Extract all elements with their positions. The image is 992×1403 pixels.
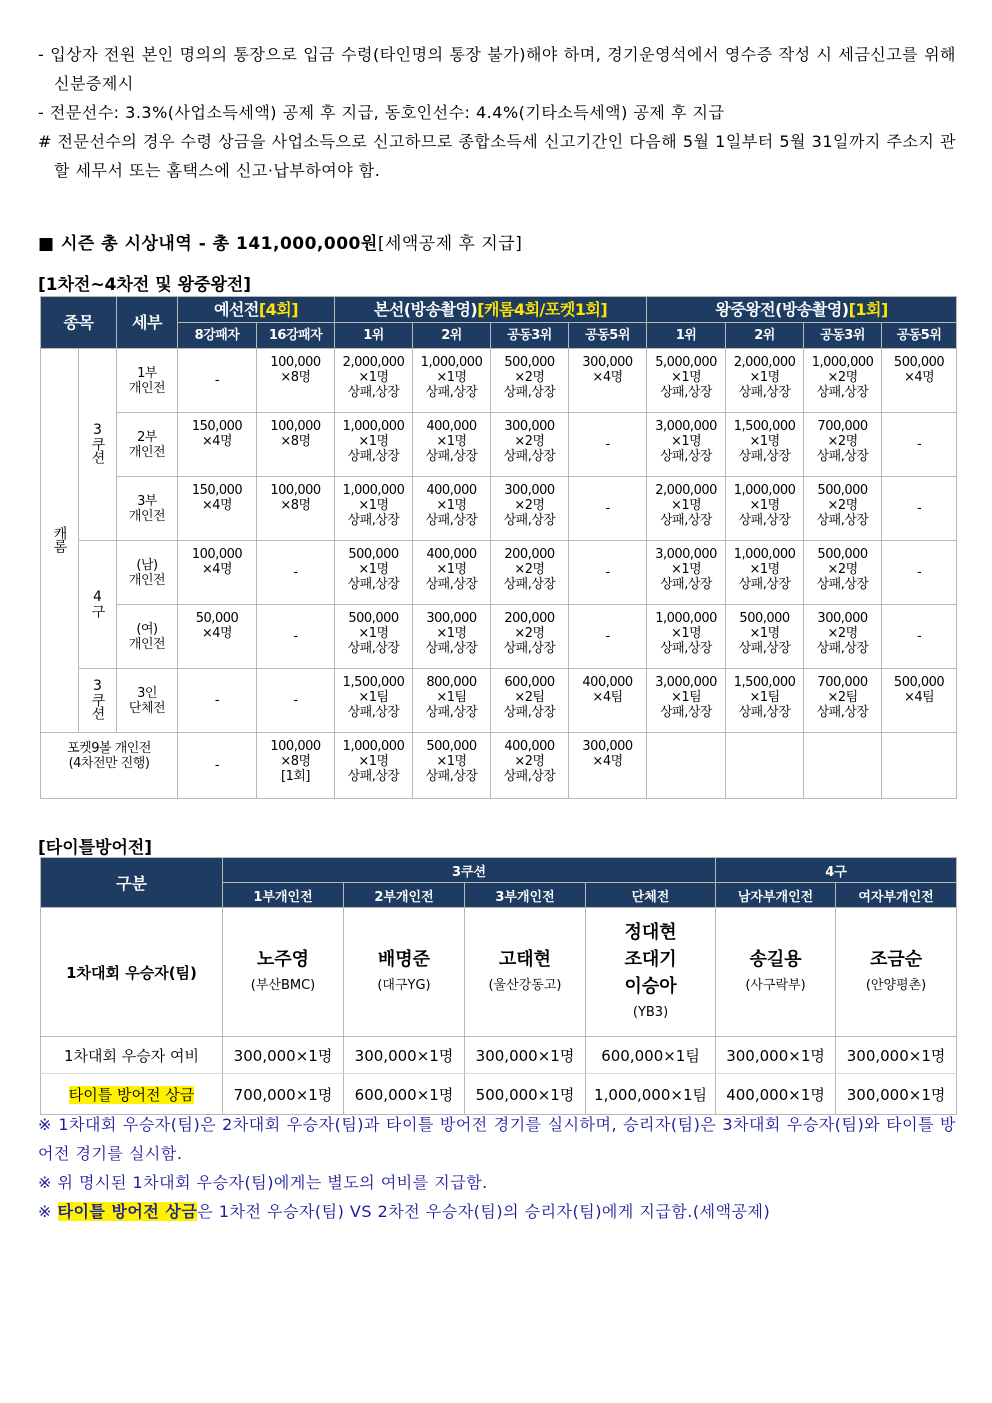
prize-cell: 1,000,000 ×1명 상패,상장 (335, 733, 413, 799)
subheader-cell: 공동3위 (491, 323, 569, 349)
prize-cell: 400,000 ×2명 상패,상장 (491, 733, 569, 799)
winner-club: (사구락부) (745, 977, 806, 993)
header-main: 본선(방송촬영)[캐롬4회/포켓1회] (335, 297, 647, 323)
winner-club: (대구YG) (377, 977, 431, 993)
winner-club: (부산BMC) (250, 977, 316, 993)
table-row (41, 669, 957, 733)
col-header: 1부개인전 (223, 883, 344, 908)
prize-cell: - (257, 605, 335, 669)
expense-cell: 300,000×1명 (465, 1037, 586, 1074)
winner-name: 송길용 (749, 948, 802, 970)
group-4ball: 4구 (79, 541, 117, 669)
group-carom: 캐롬 (41, 349, 79, 733)
prize-cell: - (178, 349, 257, 413)
prize-cell: 600,000×1명 (344, 1074, 465, 1115)
prize-cell: 300,000 ×4명 (569, 349, 647, 413)
prize-cell: 300,000×1명 (836, 1074, 957, 1115)
header-final: 왕중왕전(방송촬영)[1회] (647, 297, 957, 323)
prize-cell: 300,000 ×1명 상패,상장 (413, 605, 491, 669)
col-header: 2부개인전 (344, 883, 465, 908)
prize-cell: - (257, 541, 335, 605)
note-2: ※ 위 명시된 1차대회 우승자(팀)에게는 별도의 여비를 지급함. (38, 1173, 488, 1192)
table-row-pocket (41, 733, 957, 799)
winner-cell (716, 908, 836, 1037)
note-1: ※ 1차대회 우승자(팀)은 2차대회 우승자(팀)과 타이틀 방어전 경기를 실시하며, 승리자(팀)은 3차대회 우승자(팀)와 타이틀 방어전 경기를 실시함. (38, 1115, 956, 1163)
prize-cell: 1,000,000 ×1명 상패,상장 (335, 413, 413, 477)
header-4ball: 4구 (716, 858, 957, 883)
winner-name: 배명준 (377, 948, 431, 970)
prize-cell: - (178, 733, 257, 799)
prize-cell: 500,000 ×4명 (882, 349, 957, 413)
prize-cell: 500,000 ×1명 상패,상장 (335, 605, 413, 669)
expense-cell: 300,000×1명 (344, 1037, 465, 1074)
prize-cell: - (569, 541, 647, 605)
prize-cell: 2,000,000 ×1명 상패,상장 (647, 477, 726, 541)
intro-line-2: - 전문선수: 3.3%(사업소득세액) 공제 후 지급, 동호인선수: 4.4%(기타소득세액) 공제 후 지급 (38, 103, 725, 122)
subheader-cell: 1위 (647, 323, 726, 349)
prize-cell: 2,000,000 ×1명 상패,상장 (335, 349, 413, 413)
winner-club: (YB3) (632, 1004, 669, 1020)
prize-cell: 500,000 ×1명 상패,상장 (413, 733, 491, 799)
winner-name: 조금순 (869, 948, 923, 970)
table-row (41, 541, 957, 605)
prize-cell: 500,000 ×2명 상패,상장 (491, 349, 569, 413)
winner-name: 정대현 조대기 이승아 (624, 921, 677, 997)
prize-cell: 200,000 ×2명 상패,상장 (491, 605, 569, 669)
prize-label: 타이틀 방어전 상금 (41, 1074, 223, 1115)
header-division: 세부 (117, 297, 178, 349)
division-cell: 3인 단체전 (117, 669, 178, 733)
prize-cell: - (569, 605, 647, 669)
intro-notes (38, 40, 956, 185)
table2-caption: [타이틀방어전] (38, 838, 153, 858)
prize-cell: 300,000 ×2명 상패,상장 (491, 477, 569, 541)
prize-cell: 400,000 ×1명 상패,상장 (413, 477, 491, 541)
prize-cell: 1,000,000 ×1명 상패,상장 (726, 477, 804, 541)
col-header: 여자부개인전 (836, 883, 957, 908)
prize-cell: 400,000 ×1명 상패,상장 (413, 541, 491, 605)
subheader-cell: 공동3위 (804, 323, 882, 349)
prize-row (41, 1074, 957, 1115)
prize-cell: - (257, 669, 335, 733)
table1-caption: [1차전~4차전 및 왕중왕전] (38, 275, 252, 295)
prize-cell: 1,000,000 ×1명 상패,상장 (726, 541, 804, 605)
division-cell: (여) 개인전 (117, 605, 178, 669)
prize-cell: 1,000,000 ×1명 상패,상장 (335, 477, 413, 541)
header-prelim: 예선전[4회] (178, 297, 335, 323)
prize-cell (882, 733, 957, 799)
header-event: 종목 (41, 297, 117, 349)
prize-cell: 100,000 ×8명 (257, 413, 335, 477)
prize-cell: 1,000,000 ×1명 상패,상장 (647, 605, 726, 669)
prize-table (40, 296, 957, 799)
table-row (41, 605, 957, 669)
expense-label: 1차대회 우승자 여비 (41, 1037, 223, 1074)
prize-cell: 100,000 ×4명 (178, 541, 257, 605)
prize-cell: - (882, 477, 957, 541)
subheader-cell: 1위 (335, 323, 413, 349)
prize-cell: 500,000 ×1명 상패,상장 (335, 541, 413, 605)
prize-cell: - (178, 669, 257, 733)
division-cell: 2부 개인전 (117, 413, 178, 477)
group-3cushion: 3쿠션 (79, 349, 117, 541)
subheader-cell: 공동5위 (569, 323, 647, 349)
table-row (41, 477, 957, 541)
subheader-cell: 16강패자 (257, 323, 335, 349)
prize-cell: 100,000 ×8명 (257, 349, 335, 413)
subheader-cell: 2위 (413, 323, 491, 349)
winner-club: (울산강동고) (488, 977, 562, 993)
prize-cell: 300,000 ×2명 상패,상장 (804, 605, 882, 669)
prize-cell: 500,000 ×1명 상패,상장 (726, 605, 804, 669)
expense-cell: 300,000×1명 (716, 1037, 836, 1074)
prize-cell: 100,000 ×8명 [1회] (257, 733, 335, 799)
footnotes (38, 1110, 956, 1226)
prize-cell: 600,000 ×2팀 상패,상장 (491, 669, 569, 733)
note-3: ※ 타이틀 방어전 상금은 1차전 우승자(팀) VS 2차전 우승자(팀)의 승리자(팀)에게 지급함.(세액공제) (38, 1202, 771, 1221)
prize-cell: 1,000,000 ×1명 상패,상장 (413, 349, 491, 413)
winner-cell (344, 908, 465, 1037)
winner-cell (586, 908, 716, 1037)
prize-cell: 400,000×1명 (716, 1074, 836, 1115)
winner-label: 1차대회 우승자(팀) (41, 908, 223, 1037)
table1-header-row (41, 297, 957, 323)
prize-cell: - (882, 605, 957, 669)
prize-cell: 1,000,000 ×2명 상패,상장 (804, 349, 882, 413)
group-3cushion-team: 3쿠션 (79, 669, 117, 733)
expense-cell: 600,000×1팀 (586, 1037, 716, 1074)
winner-name: 노주영 (256, 948, 310, 970)
prize-cell: 200,000 ×2명 상패,상장 (491, 541, 569, 605)
intro-line-3: # 전문선수의 경우 수령 상금을 사업소득으로 신고하므로 종합소득세 신고기간인 다음해 5월 1일부터 5월 31일까지 주소지 관할 세무서 또는 홈택스에 신고·납부하여야 함. (38, 132, 956, 180)
col-header: 남자부개인전 (716, 883, 836, 908)
subheader-cell: 8강패자 (178, 323, 257, 349)
prize-cell: 500,000 ×2명 상패,상장 (804, 477, 882, 541)
table-row (41, 413, 957, 477)
division-cell: 3부 개인전 (117, 477, 178, 541)
prize-cell: 800,000 ×1팀 상패,상장 (413, 669, 491, 733)
table1-subheader-row (41, 323, 957, 349)
pocket-division: 포켓9볼 개인전 (4차전만 진행) (41, 733, 178, 799)
winner-club: (안양평촌) (865, 977, 927, 993)
prize-cell: 300,000 ×4명 (569, 733, 647, 799)
prize-cell: 2,000,000 ×1명 상패,상장 (726, 349, 804, 413)
prize-cell: 5,000,000 ×1명 상패,상장 (647, 349, 726, 413)
division-cell: (남) 개인전 (117, 541, 178, 605)
winner-cell (223, 908, 344, 1037)
prize-cell: 1,500,000 ×1팀 상패,상장 (726, 669, 804, 733)
heading-main: ■ 시즌 총 시상내역 - 총 141,000,000원 (38, 234, 378, 254)
prize-cell: 50,000 ×4명 (178, 605, 257, 669)
prize-cell: 400,000 ×1명 상패,상장 (413, 413, 491, 477)
table2-header-row (41, 858, 957, 883)
prize-cell: 3,000,000 ×1명 상패,상장 (647, 541, 726, 605)
expense-cell: 300,000×1명 (223, 1037, 344, 1074)
prize-cell: 3,000,000 ×1명 상패,상장 (647, 413, 726, 477)
prize-cell: - (882, 413, 957, 477)
subheader-cell: 공동5위 (882, 323, 957, 349)
prize-cell: - (882, 541, 957, 605)
prize-cell: 500,000×1명 (465, 1074, 586, 1115)
col-header: 단체전 (586, 883, 716, 908)
prize-cell: 1,000,000×1팀 (586, 1074, 716, 1115)
prize-cell: - (569, 413, 647, 477)
prize-cell (726, 733, 804, 799)
prize-cell: 150,000 ×4명 (178, 477, 257, 541)
prize-cell: 300,000 ×2명 상패,상장 (491, 413, 569, 477)
expense-row (41, 1037, 957, 1074)
prize-cell: 1,500,000 ×1팀 상패,상장 (335, 669, 413, 733)
prize-cell: 150,000 ×4명 (178, 413, 257, 477)
division-cell: 1부 개인전 (117, 349, 178, 413)
title-defense-table (40, 857, 957, 1115)
winner-cell (465, 908, 586, 1037)
col-header: 3부개인전 (465, 883, 586, 908)
prize-cell: 500,000 ×4팀 (882, 669, 957, 733)
prize-cell: 400,000 ×4팀 (569, 669, 647, 733)
heading-suffix: [세액공제 후 지급] (377, 234, 523, 254)
prize-cell: 500,000 ×2명 상패,상장 (804, 541, 882, 605)
prize-cell: 100,000 ×8명 (257, 477, 335, 541)
prize-cell: 1,500,000 ×1명 상패,상장 (726, 413, 804, 477)
section-heading (38, 229, 522, 254)
expense-cell: 300,000×1명 (836, 1037, 957, 1074)
prize-cell: - (569, 477, 647, 541)
prize-cell: 3,000,000 ×1팀 상패,상장 (647, 669, 726, 733)
table-row (41, 349, 957, 413)
prize-cell (804, 733, 882, 799)
header-category: 구분 (41, 858, 223, 908)
subheader-cell: 2위 (726, 323, 804, 349)
prize-cell: 700,000 ×2팀 상패,상장 (804, 669, 882, 733)
winner-name: 고태현 (498, 948, 552, 970)
intro-line-1: - 입상자 전원 본인 명의의 통장으로 입금 수령(타인명의 통장 불가)해야 하며, 경기운영석에서 영수증 작성 시 세금신고를 위해 신분증제시 (38, 45, 956, 93)
header-3cushion: 3쿠션 (223, 858, 716, 883)
prize-cell: 700,000×1명 (223, 1074, 344, 1115)
winner-cell (836, 908, 957, 1037)
prize-cell (647, 733, 726, 799)
prize-cell: 700,000 ×2명 상패,상장 (804, 413, 882, 477)
winner-row (41, 908, 957, 1037)
